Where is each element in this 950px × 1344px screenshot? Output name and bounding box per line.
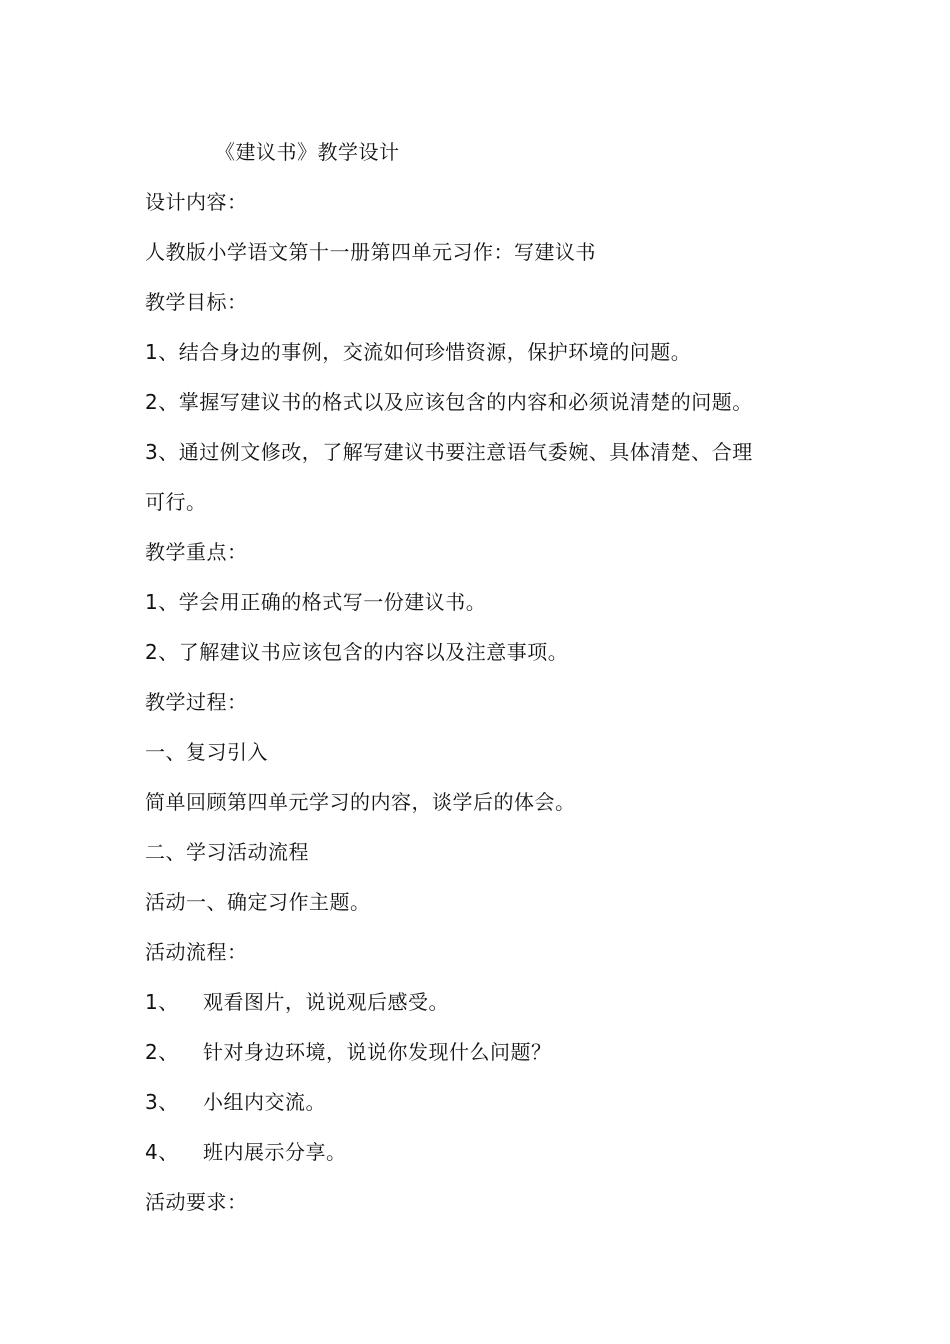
flow-item-3: [145, 1088, 326, 1116]
flow-item-4-number: 4、: [145, 1140, 179, 1164]
goal-item-2: 2、掌握写建议书的格式以及应该包含的内容和必须说清楚的问题。: [145, 390, 753, 414]
focus-item-2: 2、了解建议书应该包含的内容以及注意事项。: [145, 640, 569, 664]
flow-item-1: [145, 988, 449, 1016]
flow-item-4: [145, 1138, 347, 1166]
flow-item-2-number: 2、: [145, 1040, 179, 1064]
process-label: 教学过程：: [145, 690, 248, 714]
requirements-label: 活动要求：: [145, 1190, 248, 1214]
section2-title: 二、学习活动流程: [145, 840, 309, 864]
flow-item-1-number: 1、: [145, 990, 179, 1014]
document-title: 《建议书》教学设计: [215, 140, 400, 164]
flow-item-2: [145, 1038, 552, 1066]
section1-text: 简单回顾第四单元学习的内容，谈学后的体会。: [145, 790, 576, 814]
goals-label: 教学目标：: [145, 290, 248, 314]
focus-label: 教学重点：: [145, 540, 248, 564]
goal-item-3: 3、通过例文修改，了解写建议书要注意语气委婉、具体清楚、合理: [145, 440, 753, 464]
flow-item-1-text: 观看图片，说说观后感受。: [203, 990, 449, 1014]
flow-item-3-text: 小组内交流。: [203, 1090, 326, 1114]
activity1-title: 活动一、确定习作主题。: [145, 890, 371, 914]
flow-item-2-text: 针对身边环境，说说你发现什么问题？: [203, 1040, 552, 1064]
design-content-text: 人教版小学语文第十一册第四单元习作：写建议书: [145, 240, 596, 264]
focus-item-1: 1、学会用正确的格式写一份建议书。: [145, 590, 487, 614]
goal-item-3-continued: 可行。: [145, 490, 207, 514]
flow-item-3-number: 3、: [145, 1090, 179, 1114]
section1-title: 一、复习引入: [145, 740, 268, 764]
flow-label: 活动流程：: [145, 940, 248, 964]
design-content-label: 设计内容：: [145, 190, 248, 214]
flow-item-4-text: 班内展示分享。: [203, 1140, 347, 1164]
goal-item-1: 1、结合身边的事例，交流如何珍惜资源，保护环境的问题。: [145, 340, 692, 364]
